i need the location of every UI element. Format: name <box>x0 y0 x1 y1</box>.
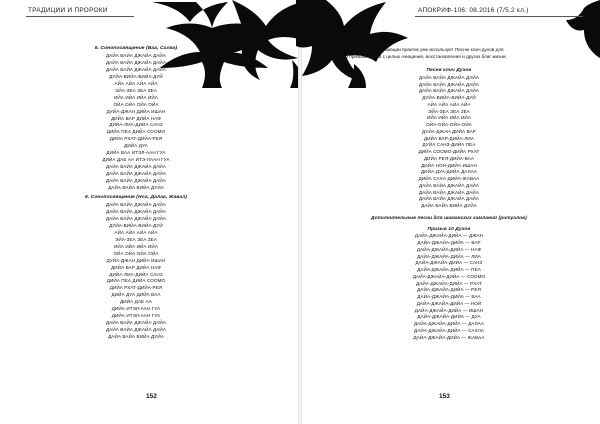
chant-line: ДАЙА ВАЙА ДЖАЙА ДАЙА <box>105 208 167 214</box>
chant-line: ОЙА-ОЙА-ОЙА-ОЙА <box>426 122 472 127</box>
call-spirits-title: Призыв 10 Духов <box>427 226 471 232</box>
chant-line: ДАЙА ВАЙА ВИЙА ДУЙА <box>108 334 164 340</box>
call-line: ДАЙА-ДЖАЙА-ДИЙА — СООМО <box>412 273 486 279</box>
chant-line: ДИЙА-ЛИА-ДИЙА САНЗ <box>109 122 163 128</box>
call-line: ДАЙА-ДЖАЙА-ДИЙА — ДЖАН <box>414 233 484 239</box>
right-text-column <box>344 68 554 341</box>
left-header-rule <box>26 16 134 17</box>
left-text-column <box>36 46 236 341</box>
call-line: ДАЙА-ДЖАЙА-ДИЙА — РЕЯ <box>417 287 481 293</box>
song-title: Песня клич Духов <box>426 68 472 73</box>
chant-line: ДАЙА ВАЙА ВИЙА ДУЙА <box>421 203 477 208</box>
extra-songs-title: Дополнительные песни для шаманских камланий (ритуалов) <box>371 215 527 221</box>
chant-line: ДАЙА ВАЙА ДЖАЙА ДАЙА <box>105 59 167 65</box>
chant-line: ДУЙА-ДЖАН ДИЙА ВАР <box>422 128 476 134</box>
chant-line: ЭЙА-ЗЕА ЗЕА ЗЕА <box>115 87 157 93</box>
chant-line: ДАЙА ВАЙА ДЖАЙА ДАЙА <box>105 171 167 177</box>
chant-line: ДУЙА САНЗ-ДИЙА ПЕА <box>422 142 476 148</box>
chant-line: ДИЙА РХАТ-ДИЙА-РЕЯ <box>109 136 163 142</box>
chant-line: АЙА АЙА АЙА АЙА <box>427 101 471 107</box>
chant-line: ДАЙА ВАЙА ДЖАЙА ДАЙА <box>418 81 480 87</box>
chant-line: ИЙА ИЙА ИЙА ИЙА <box>427 115 471 121</box>
chant-line: ДИЙА СООМО-ДИЙА РХАТ <box>418 149 480 154</box>
chant-line: ОЙА ОЙА ОЙА ОЙА <box>113 250 159 256</box>
chant-line: АЙА АЙА АЙА АЙА <box>114 80 158 86</box>
chant-line: ДАЙА ВАЙА ДЖАЙА ДАЙА <box>105 178 167 184</box>
chant-line: ДИЙА РЕЯ-ДИЙА-ВАА <box>423 155 475 161</box>
chant-line: ДАЙА ВАЙА ДЖАЙА ДАЙА <box>105 52 167 58</box>
right-page <box>302 0 600 424</box>
intro-line: общего призыва духов с целью очищения, восстановления и других благ жизни. <box>332 53 507 59</box>
call-line: ДАЙА-ДЖАЙА-ДИЙА — ЖАВАА <box>413 334 485 340</box>
intro-paragraph <box>332 47 584 60</box>
chant-line: ДИЙА ДАЕ АА <box>120 299 152 305</box>
chant-line: ДИЙА ПЕА ДИЙА СООМО <box>106 129 166 135</box>
chant-line: ИЙА ИЙА ИЙА ИЙА <box>114 94 158 100</box>
chant-line: ДИЙА РХАТ-ДИЙА-РЕЯ <box>109 285 163 291</box>
chant-line: ДАЙА ВАЙА ДЖАЙА ДАЙА <box>418 74 480 80</box>
chant-line: ДУЙА-ВИЙА-ВИЙА-ДУЙ <box>109 222 163 228</box>
chant-line: ДАЙА ВАЙА ДЖАЙА ДАЙА <box>105 320 167 326</box>
chant-line: ДИЙА ВАР ДИЙА НАФ <box>111 115 161 121</box>
left-page-number: 152 <box>146 393 157 400</box>
chant-line: ДАЙА ВАЙА ДЖАЙА ДАЙА <box>105 164 167 170</box>
intro-line: После прохождения инициации практик уже использует Песню клич духов для <box>332 47 504 52</box>
call-line: ДАЙА-ДЖАЙА-ДИЙА — НАФ <box>416 246 482 252</box>
call-line: ДАЙА-ДЖАЙА-ДИЙА — ДАЛАА <box>413 321 485 326</box>
chant-line: ДУЙА-ДЖАН ДИЙА ИШАН <box>106 108 166 114</box>
chant-line: ДИЙА ВАА ИТЭЛ-ААН ГУА <box>106 150 166 156</box>
chant-line: ДИЙА ИТЭЛ-ААН ГУА <box>111 306 161 312</box>
chant-line: ДАЙА ВАЙА ДЖАЙА ДАЙА <box>418 189 480 195</box>
chant-line: ДИЙА ДУА <box>124 143 148 149</box>
right-running-header: АПОКРИФ-106: 08.2016 (7/5.2 кл.) <box>418 7 529 14</box>
chant-line: ДИЙА-ЛИА-ДИЙА САНЗ <box>109 271 163 277</box>
chant-line: ДАЙА ВАЙА ДЖАЙА ДАЙА <box>418 196 480 202</box>
chant-line: ДИЙА ПЕА ДИЙА СООМО <box>106 278 166 284</box>
chant-line: ДАЙА ВАЙА ДЖАЙА ДАЙА <box>105 66 167 72</box>
chant-line: ДИЙА-ДУА-ДИЙА ДАЛАА <box>420 169 478 175</box>
section-6-title: 6. Сонопосвящение (Ноа, Далаа, Жавал) <box>84 195 188 201</box>
chant-line: АЙА АЙА АЙА АЙА <box>114 229 158 235</box>
left-running-header: ТРАДИЦИИ И ПРОРОКИ <box>28 7 108 14</box>
call-line: ДАЙА-ДЖАЙА-ДИЙА — РХАТ <box>416 280 482 286</box>
chant-line: ДАЙА ВАЙА ВИЙА ДУЙА <box>108 185 164 191</box>
chant-line: ДУЙА-ВИЙА-ВИЙА-ДУЙ <box>422 95 476 100</box>
call-line: ДАЙА-ДЖАЙА-ДИЙА — ЛИА <box>417 253 481 259</box>
chant-line: ДИЙА ВАР-ДИЙА-ЛИА <box>423 135 474 141</box>
call-line: ДАЙА-ДЖАЙА-ДИЙА — ПЕА <box>417 267 481 272</box>
right-header-rule <box>415 16 583 17</box>
chant-line: ИЙА ИЙА ИЙА ИЙА <box>114 243 158 249</box>
chant-line: ДИЙА НОН-ДИЙА-ИШАН <box>421 162 477 168</box>
left-page <box>0 0 298 424</box>
section-5-title: 5. Сонопосвящение (Ваа, Салва) <box>94 46 178 51</box>
call-line: ДАЙА-ДЖАЙА-ДИЙА — ДУА <box>417 314 481 320</box>
chant-line: ДАЙА ВАЙА ДЖАЙА ДАЙА <box>105 215 167 221</box>
chant-line: ДАЙА ВАЙА ДЖАЙА ДАЙА <box>418 88 480 94</box>
chant-line: ДУЙА-ДЖАН ДИЙА ИШАН <box>106 257 166 263</box>
chant-line: ДУЙА-ВИЙА-ВИЙА-ДУЙ <box>109 73 163 79</box>
chant-line: ЭЙА-ЗЕА ЗЕА ЗЕА <box>428 108 470 114</box>
call-line: ДАЙА-ДЖАЙА-ДИЙА — НОЙ <box>416 300 482 306</box>
chant-line: ЭЙА-ЗЕА ЗЕА ЗЕА <box>115 236 157 242</box>
chant-line: ДИЙА САХА-ДИЙА-ЖАВАА <box>418 176 480 181</box>
call-line: ДАЙА-ДЖАЙА-ДИЙА — ВАА <box>417 294 481 299</box>
chant-line: ДИЙА ДАЕ АА ИТЭ-ЛААН ГУА <box>102 157 170 163</box>
right-page-number: 153 <box>439 393 450 400</box>
chant-line: ДИЙА ДУА ДИЙА ВАА <box>111 292 161 298</box>
call-line: ДАЙА-ДЖАЙА-ДИЙА — ИШАН <box>414 307 484 313</box>
chant-line: ДИЙА ИТЭЛ-ААН ГУА <box>111 313 161 319</box>
call-line: ДАЙА-ДЖАЙА-ДИЙА — САХЛА <box>413 327 485 333</box>
chant-line: ОЙА ОЙА ОЙА ОЙА <box>113 101 159 107</box>
call-line: ДАЙА-ДЖАЙА-ДИЙА — САНЗ <box>415 260 483 266</box>
call-line: ДАЙА-ДЖАЙА-ДИЙА — ВАР <box>417 240 481 245</box>
chant-line: ДАЙА ВАЙА ДЖАЙА ДАЙА <box>105 327 167 333</box>
chant-line: ДИЙА ВАР ДИЙА НАФ <box>111 264 161 270</box>
chant-line: ДАЙА ВАЙА ДЖАЙА ДАЙА <box>105 201 167 207</box>
chant-line: ДАЙА ВАЙА ДЖАЙА ДАЙА <box>418 182 480 188</box>
